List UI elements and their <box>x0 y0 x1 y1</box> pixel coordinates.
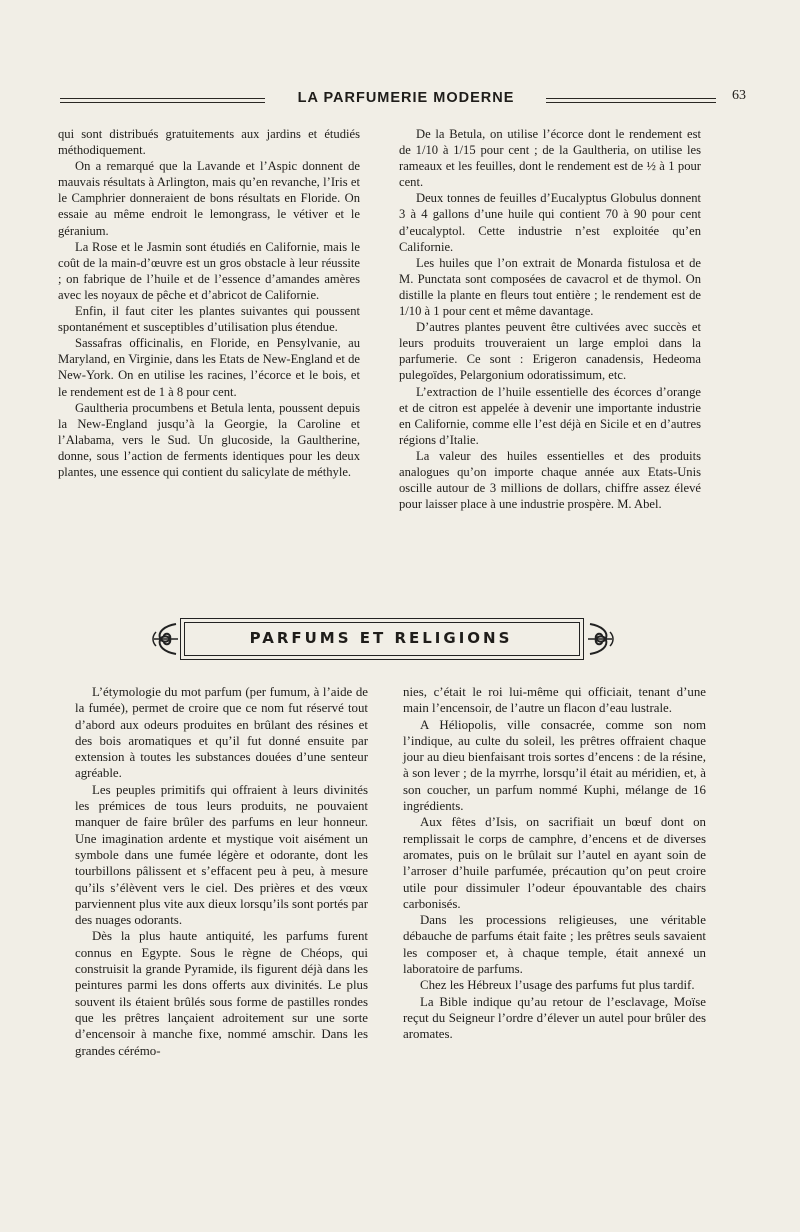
column-4 <box>403 684 706 1043</box>
paragraph: Chez les Hébreux l’usage des parfums fut plus tardif. <box>420 978 695 993</box>
page-number: 63 <box>732 88 746 103</box>
paragraph: Dès la plus haute antiquité, les parfums furent connus en Egypte. Sous le règne de Chéops, qui construisit la grande Pyramide, ils figurent déjà dans les peintures parmi les dons offerts aux divinités. Le plus souvent ils étaient brûlés sous forme de pastilles rondes que les prêtres lançaient adroitement sur une sorte d’encensoir à manche fixe, nommé amschir. Dans les grandes cérémo- <box>75 929 368 1058</box>
paragraph: L’étymologie du mot parfum (per fumum, à l’aide de la fumée), permet de croire que ce nom fut réservé tout d’abord aux odeurs produites en brûlant des résines et des bois aromatiques et qu’il fut donné ensuite par extension à toutes les substances douées d’une senteur agréable. <box>75 685 368 781</box>
header-rule-left <box>60 98 265 103</box>
paragraph: nies, c’était le roi lui-même qui officiait, tenant d’une main l’encensoir, de l’autre un flacon d’eau lustrale. <box>403 685 706 716</box>
column-3 <box>75 684 368 1059</box>
fleuron-left-icon <box>150 620 180 658</box>
article-title-banner <box>150 614 620 666</box>
paragraph: Les huiles que l’on extrait de Monarda fistulosa et de M. Punctata sont composées de cavacrol et de thymol. On distille la plante en fleurs tout entière ; le rendement est de 1/10 à 1 pour cent et même davantage. <box>399 255 701 319</box>
paragraph: On a remarqué que la Lavande et l’Aspic donnent de mauvais résultats à Arlington, mais qu’en revanche, l’Iris et le Camphrier donneraient de bons résultats en Floride. On essaie au même endroit le lemongrass, le vétiver et le géranium. <box>58 159 360 238</box>
paragraph: D’autres plantes peuvent être cultivées avec succès et leurs produits trouveraient un large emploi dans la parfumerie. Ce sont : Erigeron canadensis, Hedeoma pulegoïdes, Pelargonium odoratissimum, etc. <box>399 320 701 383</box>
column-1 <box>58 126 360 480</box>
paragraph: Enfin, il faut citer les plantes suivantes qui poussent spontanément et susceptibles d’utilisation plus étendue. <box>58 304 360 335</box>
paragraph: De la Betula, on utilise l’écorce dont le rendement est de 1/10 à 1/15 pour cent ; de la Gaultheria, on utilise les rameaux et les feuilles, dont le rendement est de ½ à 1 pour cent. <box>399 127 701 190</box>
article-title: PARFUMS ET RELIGIONS <box>249 629 513 647</box>
paragraph: A Héliopolis, ville consacrée, comme son nom l’indique, au culte du soleil, les prêtres offraient chaque jour au dieu bienfaisant trois sortes d’encens : de la résine, à son lever ; de la myrrhe, lorsqu’il était au méridien, et, à son coucher, un parfum nommé Kuphi, mélange de 16 ingrédients. <box>403 717 706 814</box>
paragraph: Aux fêtes d’Isis, on sacrifiait un bœuf dont on remplissait le corps de camphre, d’encens et de diverses aromates, puis on le brûlait sur l’autel en ayant soin de l’arroser d’huile parfumée, précaution qu’on peut croire utile pour dissimuler l’odeur épouvantable des chairs carbonisés. <box>403 815 706 911</box>
paragraph-text: La valeur des huiles essentielles et des produits analogues qu’on importe chaque année aux Etats-Unis oscille autour de 3 millions de dollars, chiffre assez élevé pour laisser place à une industrie prospère. <box>399 448 701 512</box>
paragraph: Sassafras officinalis, en Floride, en Pensylvanie, au Maryland, en Virginie, dans les Etats de New-England et de New-York. On en utilise les racines, l’écorce et le bois, et le rendement est de 1 à 8 pour cent. <box>58 336 360 399</box>
paragraph: La Rose et le Jasmin sont étudiés en Californie, mais le coût de la main-d’œuvre est un gros obstacle à leur réussite ; on fabrique de l’huile et de l’essence d’amandes amères avec les noyaux de pêche et d’abricot de Californie. <box>58 239 360 302</box>
paragraph: Dans les processions religieuses, une véritable débauche de parfums était faite ; les prêtres seuls savaient les composer et, à chaque temple, était annexé un laboratoire de parfums. <box>403 913 706 977</box>
paragraph: Deux tonnes de feuilles d’Eucalyptus Globulus donnent 3 à 4 gallons d’une huile qui contient 70 à 90 pour cent d’eucalyptol. Cette industrie n’est exploitée qu’en Californie. <box>399 191 701 254</box>
paragraph: qui sont distribués gratuitements aux jardins et étudiés méthodiquement. <box>58 127 360 158</box>
paragraph <box>399 448 701 512</box>
paragraph: Les peuples primitifs qui offraient à leurs divinités les prémices de tous leurs produits, ne pouvaient manquer de faire brûler des parfums en leur honneur. Une imagination ardente et mystique voit aisément un symbole dans une fumée légère et odorante, dont les tourbillons pâlissent et s’effacent peu à peu, à mesure qu’ils s’élèvent vers le ciel. Des prières et des vœux parviennent plus vite aux dieux lorsqu’ils sont portés par des nuages odorants. <box>75 782 368 928</box>
fleuron-right-icon <box>586 620 616 658</box>
page-header <box>60 90 750 114</box>
paragraph: Gaultheria procumbens et Betula lenta, poussent depuis la New-England jusqu’à la Georgie, la Caroline et l’Alabama, vers le Sud. Un glucoside, la Gaultherine, donne, sous l’action de ferments identiques pour les deux plantes, une essence qui contient du salicylate de méthyle. <box>58 400 360 479</box>
paragraph: La Bible indique qu’au retour de l’esclavage, Moïse reçut du Seigneur l’ordre d’élever un autel pour brûler des aromates. <box>403 994 706 1042</box>
author-signature: M. Abel. <box>617 497 662 512</box>
running-title: LA PARFUMERIE MODERNE <box>297 90 515 106</box>
paragraph: L’extraction de l’huile essentielle des écorces d’orange et de citron est appelée à devenir une importante industrie en Californie, comme elle l’est déjà en Sicile et en d’autres régions d’Italie. <box>399 384 701 447</box>
column-2 <box>399 126 701 512</box>
